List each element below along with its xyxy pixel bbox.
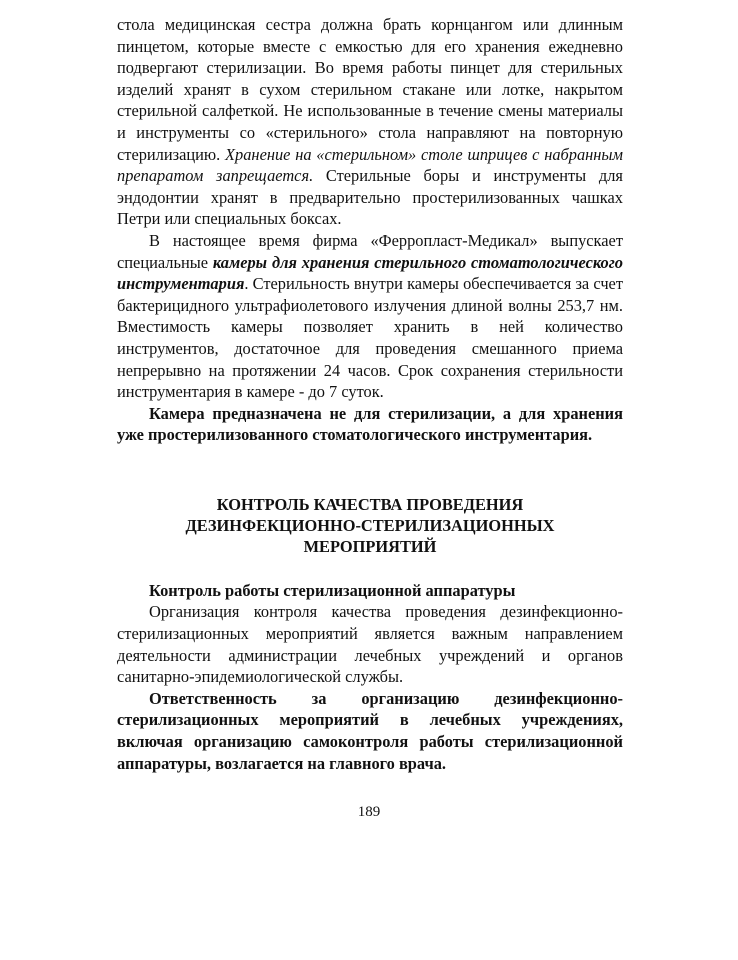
page-body bbox=[117, 14, 623, 774]
paragraph-bold-italic-text: камеры для хранения стерильного стоматологического инструментария bbox=[117, 252, 623, 294]
paragraph-text: Стерильные боры и инструменты для эндодонтии хранят в предварительно простерилизованных чашках Петри или специальных боксах. bbox=[117, 166, 623, 229]
paragraph-text: . Стерильность внутри камеры обеспечивается за счет бактерицидного ультрафиолетового излучения длиной волны 253,7 нм. Вместимость камеры позволяет хранить в ней количество инструментов, достаточное для проведения смешанного приема непрерывно на протяжении 24 часов. Срок сохранения стерильности инструментария в камере - до 7 суток. bbox=[117, 274, 623, 402]
paragraph-storage-chambers bbox=[117, 230, 623, 403]
paragraph-responsibility: Ответственность за организацию дезинфекционно-стерилизационных мероприятий в лечебных учреждениях, включая организацию самоконтроля работы стерилизационной аппаратуры, возлагается на главного врача. bbox=[117, 688, 623, 773]
subsection-heading: Контроль работы стерилизационной аппаратуры bbox=[149, 580, 516, 600]
section-heading bbox=[117, 494, 623, 557]
paragraph-quality-control: Организация контроля качества проведения дезинфекционно-стерилизационных мероприятий является важным направлением деятельности администрации лечебных учреждений и органов санитарно-эпидемиологической службы. bbox=[117, 602, 623, 687]
paragraph-text: стола медицинская сестра должна брать корнцангом или длинным пинцетом, которые вместе с емкостью для его хранения ежедневно подвергают стерилизации. Во время работы пинцет для стерильных изделий хранят в сухом стерильном стакане или лотке, накрытом стерильной салфеткой. Не использованные в течение смены материалы и инструменты со «стерильного» стола направляют на повторную стерилизацию. bbox=[117, 15, 623, 164]
paragraph-chamber-purpose: Камера предназначена не для стерилизации, а для хранения уже простерилизованного стоматологического инструментария. bbox=[117, 403, 623, 445]
section-heading-line: КОНТРОЛЬ КАЧЕСТВА ПРОВЕДЕНИЯ bbox=[216, 494, 524, 514]
section-heading-line: МЕРОПРИЯТИЙ bbox=[303, 536, 437, 556]
paragraph-italic-text: Хранение на «стерильном» столе шприцев с набранным препаратом запрещается. bbox=[117, 144, 623, 186]
paragraph-text: В настоящее время фирма «Ферропласт-Медикал» выпускает специальные bbox=[117, 230, 623, 272]
paragraph-instrument-storage bbox=[117, 14, 623, 230]
section-heading-line: ДЕЗИНФЕКЦИОННО-СТЕРИЛИЗАЦИОННЫХ bbox=[185, 515, 555, 535]
page-number: 189 bbox=[357, 804, 381, 820]
